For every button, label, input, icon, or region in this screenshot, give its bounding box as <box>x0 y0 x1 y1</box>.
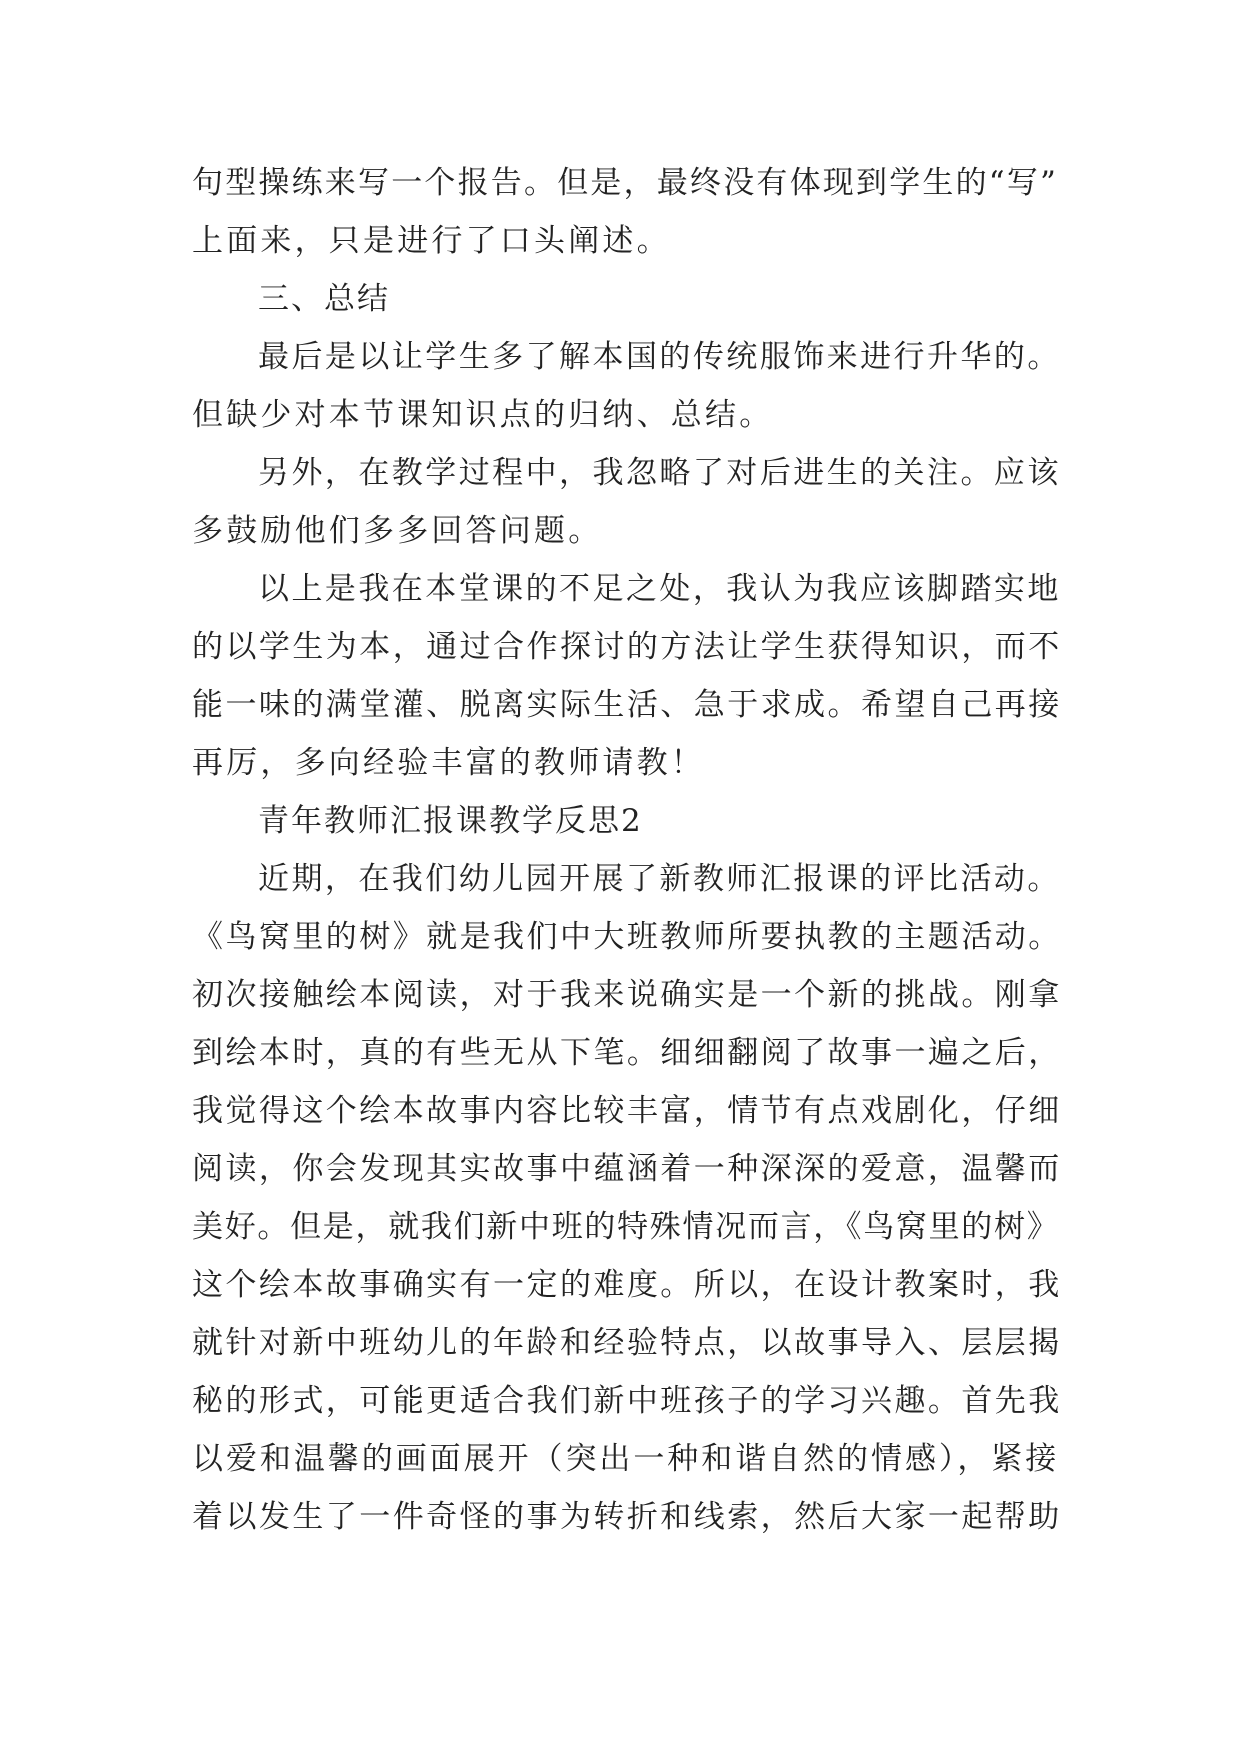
text-line: 多鼓励他们多多回答问题。 <box>192 513 603 549</box>
text-line: 这个绘本故事确实有一定的难度。所以，在设计教案时，我 <box>192 1267 1062 1303</box>
text-line: 的以学生为本，通过合作探讨的方法让学生获得知识，而不 <box>192 629 1062 665</box>
text-line: 能一味的满堂灌、脱离实际生活、急于求成。希望自己再接 <box>192 687 1062 723</box>
text-line: 《鸟窝里的树》就是我们中大班教师所要执教的主题活动。 <box>192 919 1062 955</box>
paragraph-start: 近期，在我们幼儿园开展了新教师汇报课的评比活动。 <box>258 861 1061 897</box>
text-line: 阅读，你会发现其实故事中蕴涵着一种深深的爱意，温馨而 <box>192 1151 1062 1187</box>
text-line: 我觉得这个绘本故事内容比较丰富，情节有点戏剧化，仔细 <box>192 1093 1062 1129</box>
paragraph-start: 最后是以让学生多了解本国的传统服饰来进行升华的。 <box>258 339 1061 375</box>
text-line: 再厉，多向经验丰富的教师请教！ <box>192 745 705 781</box>
text-line: 初次接触绘本阅读，对于我来说确实是一个新的挑战。刚拿 <box>192 977 1062 1013</box>
paragraph-start: 以上是我在本堂课的不足之处，我认为我应该脚踏实地 <box>258 571 1061 607</box>
section-heading: 三、总结 <box>258 281 390 317</box>
paragraph-start: 另外，在教学过程中，我忽略了对后进生的关注。应该 <box>258 455 1061 491</box>
text-line: 秘的形式，可能更适合我们新中班孩子的学习兴趣。首先我 <box>192 1383 1062 1419</box>
text-line: 上面来，只是进行了口头阐述。 <box>192 223 671 259</box>
text-line: 句型操练来写一个报告。但是，最终没有体现到学生的“写” <box>192 165 1059 201</box>
text-line: 以爱和温馨的画面展开（突出一种和谐自然的情感），紧接 <box>192 1441 1060 1477</box>
text-line: 就针对新中班幼儿的年龄和经验特点，以故事导入、层层揭 <box>192 1325 1062 1361</box>
text-line: 着以发生了一件奇怪的事为转折和线索，然后大家一起帮助 <box>192 1499 1062 1535</box>
text-line: 到绘本时，真的有些无从下笔。细细翻阅了故事一遍之后， <box>192 1035 1062 1071</box>
text-line: 美好。但是，就我们新中班的特殊情况而言，《鸟窝里的树》 <box>192 1209 1060 1245</box>
article-title: 青年教师汇报课教学反思2 <box>258 803 643 839</box>
document-body <box>192 154 1062 1546</box>
text-line: 但缺少对本节课知识点的归纳、总结。 <box>192 397 774 433</box>
